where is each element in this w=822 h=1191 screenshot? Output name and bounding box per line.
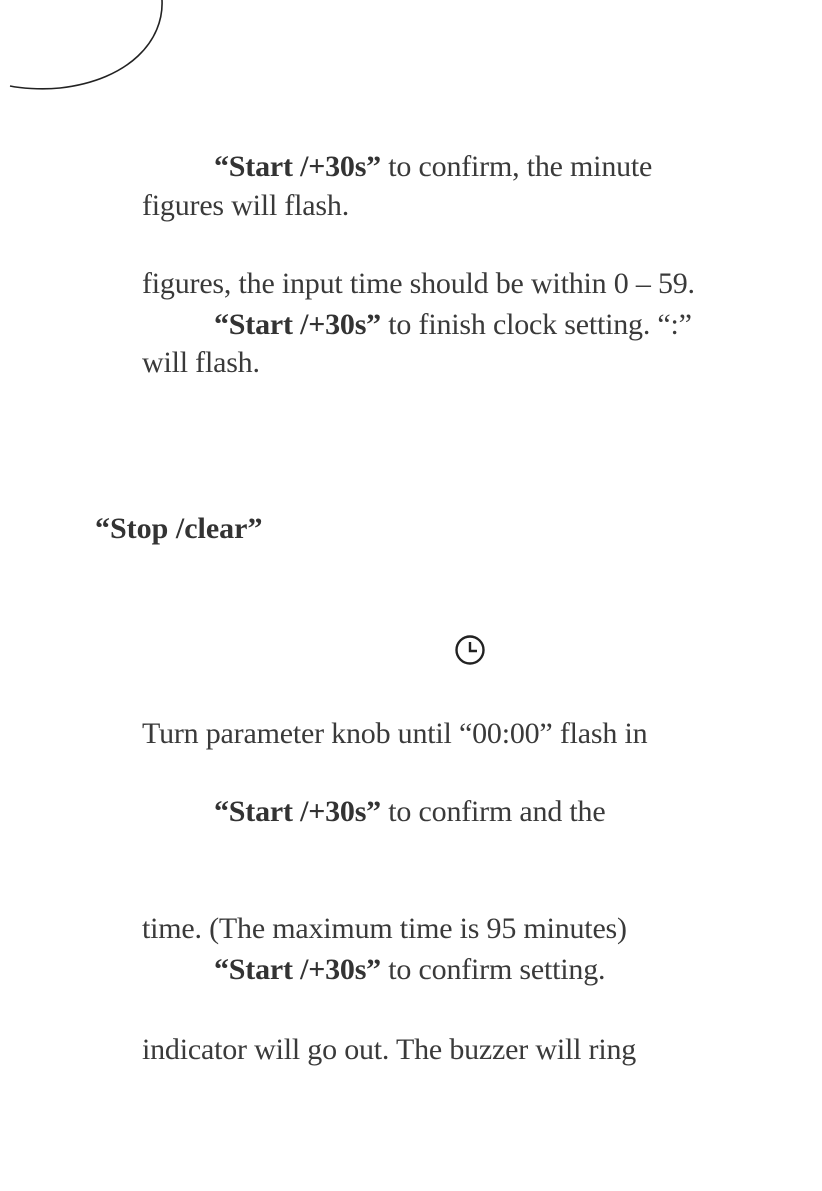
instruction-line-2 xyxy=(142,188,349,224)
button-name-start: “Start /+30s” xyxy=(214,150,381,183)
button-name-start: “Start /+30s” xyxy=(214,308,381,341)
instruction-text: to confirm and the xyxy=(381,795,606,828)
instruction-text: Turn parameter knob until “00:00” flash in xyxy=(142,717,648,750)
instruction-line-8 xyxy=(142,911,627,947)
instruction-line-3 xyxy=(142,266,695,302)
instruction-text: indicator will go out. The buzzer will ring xyxy=(142,1033,637,1066)
instruction-text: to confirm setting. xyxy=(381,953,606,986)
instruction-line-6 xyxy=(142,716,647,752)
instruction-text: figures, the input time should be within 0 – 59. xyxy=(142,267,695,300)
instruction-line-4 xyxy=(214,307,692,343)
instruction-line-1 xyxy=(214,149,652,185)
button-name-start: “Start /+30s” xyxy=(214,795,381,828)
instruction-text: figures will flash. xyxy=(142,189,349,222)
clock-icon xyxy=(454,634,486,666)
instruction-line-7 xyxy=(214,794,605,830)
instruction-text: will flash. xyxy=(142,346,260,379)
instruction-line-9 xyxy=(214,952,605,988)
button-name-start: “Start /+30s” xyxy=(214,953,381,986)
section-heading-stop-clear: “Stop /clear” xyxy=(95,512,263,545)
instruction-text: to confirm, the minute xyxy=(381,150,653,183)
instruction-text: to finish clock setting. “:” xyxy=(381,308,692,341)
instruction-text: time. (The maximum time is 95 minutes) xyxy=(142,912,627,945)
instruction-line-10 xyxy=(142,1032,636,1068)
corner-arc-decoration xyxy=(0,0,180,100)
instruction-line-5 xyxy=(142,345,260,381)
